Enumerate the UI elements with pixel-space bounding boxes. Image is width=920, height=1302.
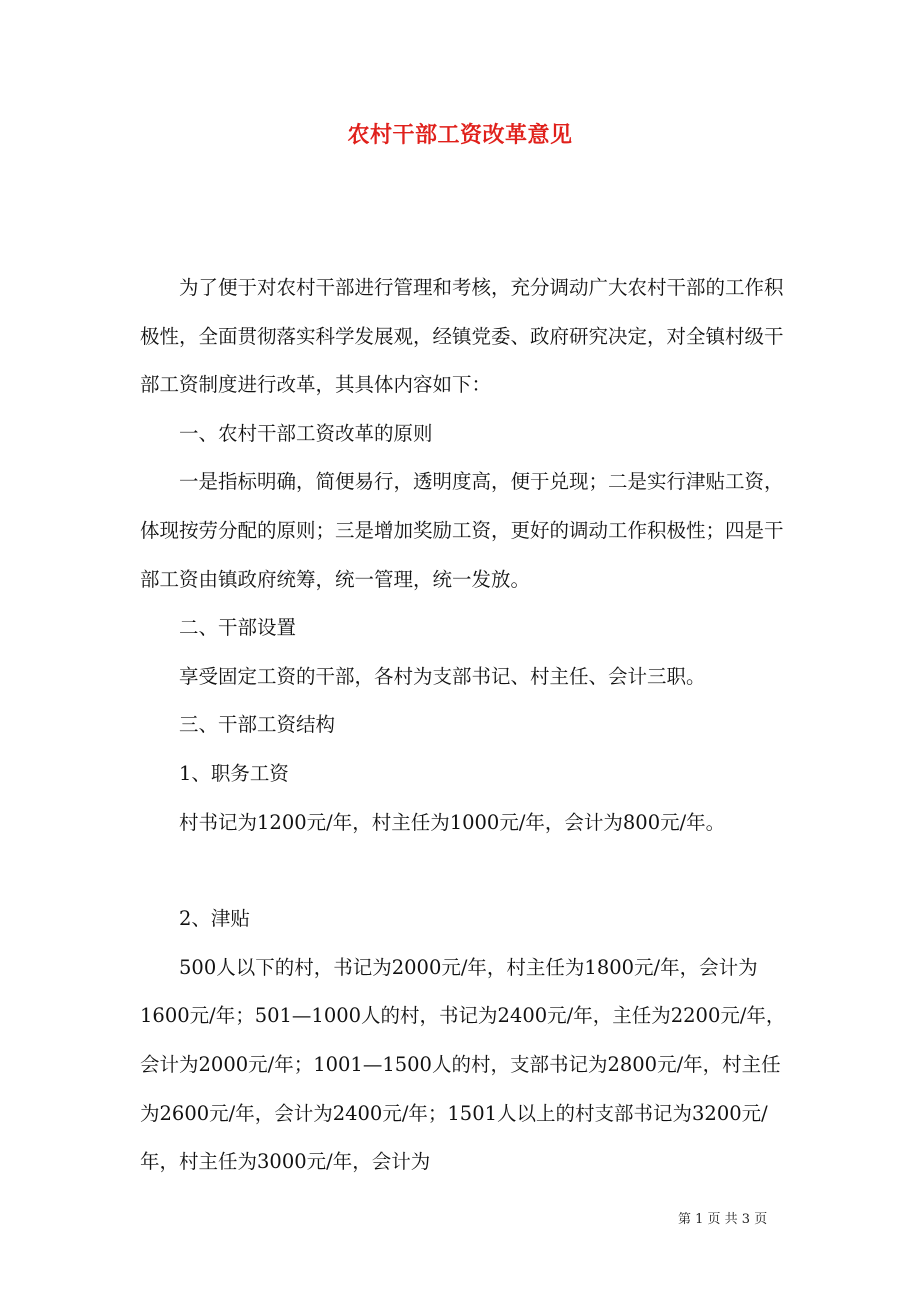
subheading-position-salary: 1、职务工资 bbox=[179, 761, 289, 785]
section-heading-salary-structure: 三、干部工资结构 bbox=[179, 713, 336, 737]
document-title: 农村干部工资改革意见 bbox=[347, 122, 573, 148]
position-salary-paragraph: 村书记为1200元/年，村主任为1000元/年，会计为800元/年。 bbox=[179, 810, 726, 834]
positions-paragraph: 享受固定工资的干部，各村为支部书记、村主任、会计三职。 bbox=[179, 664, 706, 688]
page-number: 第 1 页 共 3 页 bbox=[678, 1212, 768, 1227]
principles-paragraph: 一是指标明确，简便易行，透明度高，便于兑现；二是实行津贴工资，体现按劳分配的原则；三是增加奖励工资，更好的调动工作积极性；四是干部工资由镇政府统筹，统一管理，统一发放。 bbox=[140, 470, 784, 591]
section-heading-positions: 二、干部设置 bbox=[179, 616, 297, 640]
allowance-paragraph: 500人以下的村，书记为2000元/年，村主任为1800元/年，会计为1600元/年；501—1000人的村，书记为2400元/年，主任为2200元/年，会计为2000元/年；1001—1500人的村，支部书记为2800元/年，村主任为2600元/年，会计为2400元/年；1501人以上的村支部书记为3200元/年，村主任为3000元/年，会计为 bbox=[140, 955, 786, 1174]
intro-paragraph: 为了便于对农村干部进行管理和考核，充分调动广大农村干部的工作积极性，全面贯彻落实科学发展观，经镇党委、政府研究决定，对全镇村级干部工资制度进行改革，其具体内容如下： bbox=[140, 276, 784, 397]
subheading-allowance: 2、津贴 bbox=[179, 907, 250, 931]
document-body bbox=[140, 264, 790, 1187]
section-heading-principles: 一、农村干部工资改革的原则 bbox=[179, 421, 433, 445]
